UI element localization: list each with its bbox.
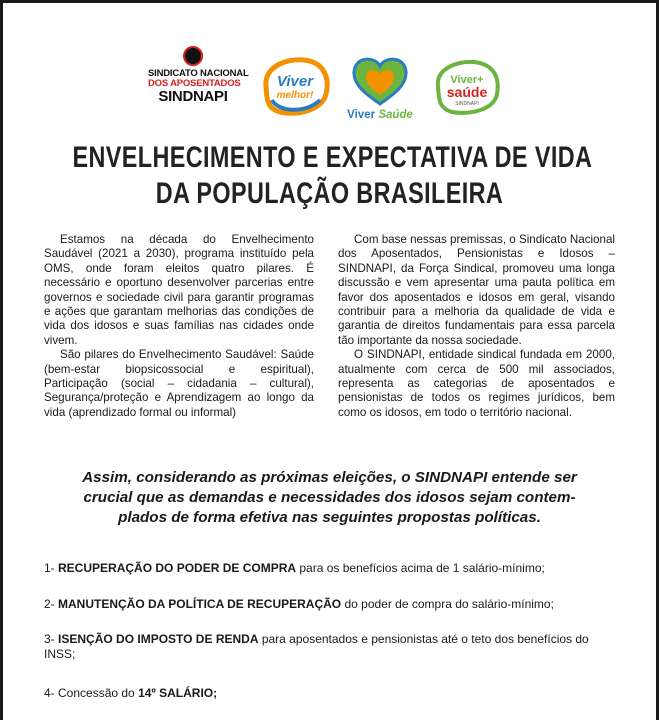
proposal-bold: MANUTENÇÃO DA POLÍTICA DE RECUPERAÇÃO (58, 597, 342, 611)
proposal-prefix: 3- (44, 632, 59, 646)
right-paragraph-1: Com base nessas premissas, o Sindicato Nacional dos Aposentados, Pensionistas e Idosos – SINDNAPI, da Força Sindical, promoveu uma longa discussão e vem apresentar uma pauta política em favor dos aposentados e idosos em geral, visando contribuir para a melhoria da qualidade de vida e garantia de direitos fundamentais para essa parcela tão importante da nossa sociedade. (338, 233, 615, 347)
sindnapi-logo (148, 46, 249, 105)
heart-icon (349, 56, 411, 106)
right-column (338, 233, 615, 420)
left-column (44, 233, 314, 420)
viver-mais-saude-logo (430, 58, 504, 116)
logo-row (0, 44, 659, 134)
proposal-rest: do poder de compra do salário-mínimo; (341, 597, 554, 611)
proposal-item (44, 686, 619, 701)
sindnapi-emblem-icon (183, 46, 203, 66)
viver-mais-top-text: Viver+ (450, 74, 484, 86)
highlight-line-1: Assim, considerando as próximas eleições, o SINDNAPI entende ser (82, 469, 577, 486)
highlight-line-2: crucial que as demandas e necessidades dos idosos sejam contem- (83, 489, 576, 506)
page-title (72, 140, 593, 212)
sindnapi-logo-line1: SINDICATO NACIONAL (148, 68, 249, 79)
viver-mais-small-text: SINDNAPI (455, 101, 479, 107)
proposal-bold: 14º SALÁRIO; (138, 686, 218, 700)
viver-saude-logo (340, 56, 420, 128)
right-paragraph-2: O SINDNAPI, entidade sindical fundada em 2000, atualmente com cerca de 500 mil associados, representa as categorias de aposentados e pensionistas de todos os regimes jurídicos, bem como os idosos, em todo o território nacional. (338, 348, 615, 419)
viver-mais-bottom-text: saúde (446, 84, 488, 100)
sindnapi-logo-line2: DOS APOSENTADOS (148, 78, 241, 89)
viver-saude-caption (340, 109, 420, 121)
proposal-rest: para aposentados e pensionistas até o teto dos benefícios do INSS; (44, 632, 589, 661)
proposal-item (44, 597, 619, 612)
proposal-rest: para os benefícios acima de 1 salário-mínimo; (296, 561, 545, 575)
viver-melhor-bottom-text: melhor! (276, 90, 314, 101)
viver-melhor-logo (258, 56, 332, 116)
viver-saude-caption-a: Viver (347, 109, 376, 121)
title-line-2: DA POPULAÇÃO BRASILEIRA (155, 177, 504, 210)
proposal-prefix: 4- Concessão do (44, 686, 139, 700)
highlight-line-3: plados de forma efetiva nas seguintes propostas políticas. (118, 509, 541, 526)
proposal-prefix: 1- (44, 561, 59, 575)
left-paragraph-2: São pilares do Envelhecimento Saudável: Saúde (bem-estar biopsicossocial e espiritual), Participação (social – cidadania – cultural), Segurança/proteção e Aprendizagem ao longo da vida (aprendizado formal ou informal) (44, 348, 314, 419)
title-line-1: ENVELHECIMENTO E EXPECTATIVA DE VIDA (72, 141, 593, 174)
proposal-item (44, 632, 619, 662)
proposal-bold: ISENÇÃO DO IMPOSTO DE RENDA (58, 632, 259, 646)
left-paragraph-1: Estamos na década do Envelhecimento Saudável (2021 a 2030), programa instituído pela OMS, onde foram eleitos quatro pilares. É necessário e oportuno desenvolver parcerias entre governos e sociedade civil para garantir programas e ações que garantam melhorias das condições de vida dos idosos e suas famílias nas cidades onde vivem. (44, 233, 314, 347)
proposal-bold: RECUPERAÇÃO DO PODER DE COMPRA (58, 561, 297, 575)
sindnapi-logo-line3: SINDNAPI (158, 88, 228, 105)
viver-melhor-top-text: Viver (276, 73, 314, 90)
highlight-statement (20, 468, 639, 528)
viver-saude-caption-b: Saúde (378, 109, 413, 121)
proposal-prefix: 2- (44, 597, 59, 611)
proposal-item (44, 561, 619, 576)
